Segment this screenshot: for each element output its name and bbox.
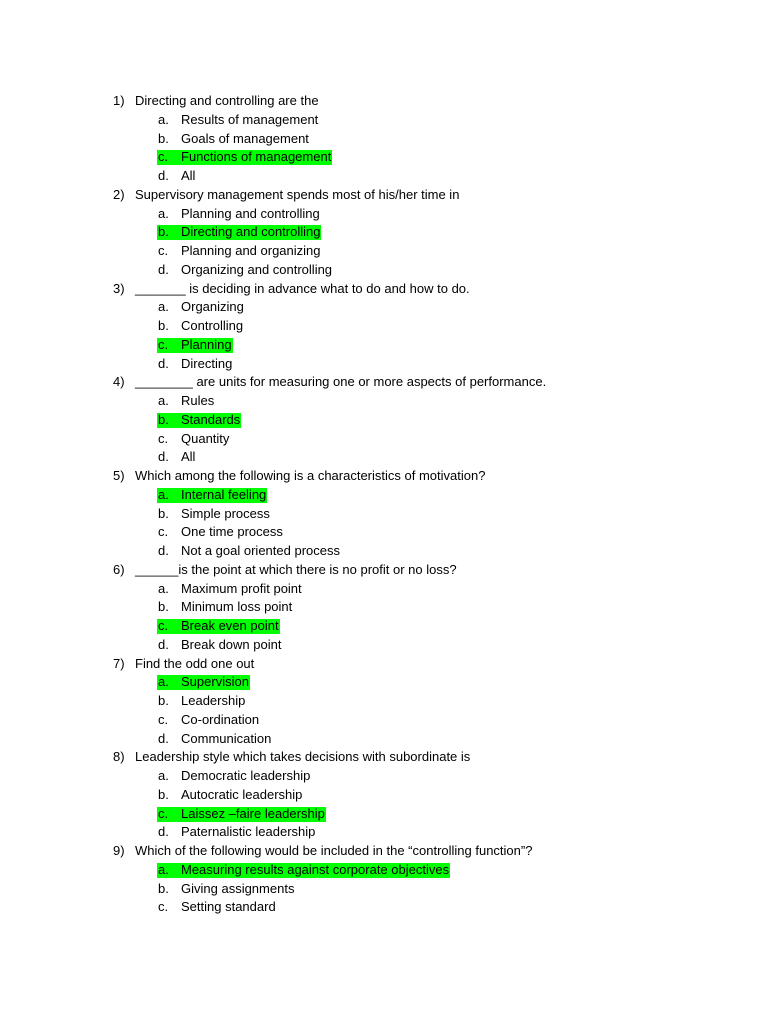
option-letter: d. (158, 168, 169, 183)
option-letter: c. (158, 336, 169, 352)
option-letter: b. (158, 411, 169, 427)
question-number: 6) (113, 561, 125, 577)
question-text: Find the odd one out (135, 655, 255, 671)
option-text: Directing and controlling (181, 224, 321, 240)
answer-option (0, 898, 768, 917)
option-letter: b. (158, 224, 169, 240)
option-letter: b. (158, 318, 169, 333)
option-text: Planning (181, 336, 232, 352)
option-letter: d. (158, 261, 169, 277)
option-letter: a. (158, 205, 169, 221)
correct-answer-option (0, 336, 768, 355)
answer-option (0, 298, 768, 317)
option-letter: c. (158, 618, 169, 633)
option-letter: a. (158, 299, 169, 315)
option-text: Functions of management (181, 149, 332, 165)
option-text: Communication (181, 730, 272, 746)
option-text: Minimum loss point (181, 599, 293, 615)
option-letter: a. (158, 580, 169, 596)
answer-option (0, 355, 768, 374)
question-5 (0, 467, 768, 486)
correct-answer-option (0, 617, 768, 636)
quiz-document (0, 92, 768, 917)
question-number: 5) (113, 468, 125, 483)
question-4 (0, 373, 768, 392)
option-letter: a. (158, 861, 169, 877)
option-letter: c. (158, 524, 169, 540)
option-letter: d. (158, 824, 169, 840)
option-letter: b. (158, 880, 169, 896)
question-list (0, 92, 768, 917)
option-text: Directing (181, 355, 233, 371)
question-number: 9) (113, 843, 125, 858)
option-text: Goals of management (181, 130, 309, 146)
question-text: Leadership style which takes decisions with subordinate is (135, 749, 471, 765)
option-text: Setting standard (181, 899, 276, 915)
answer-option (0, 730, 768, 749)
answer-option (0, 542, 768, 561)
question-9 (0, 842, 768, 861)
option-text: Giving assignments (181, 880, 295, 896)
answer-option (0, 692, 768, 711)
correct-answer-option (0, 673, 768, 692)
question-number: 7) (113, 655, 125, 671)
question-text: Directing and controlling are the (135, 93, 319, 108)
option-letter: a. (158, 393, 169, 408)
answer-option (0, 430, 768, 449)
answer-option (0, 767, 768, 786)
answer-option (0, 167, 768, 186)
option-text: Standards (181, 411, 241, 427)
question-number: 1) (113, 93, 125, 108)
option-letter: b. (158, 693, 169, 708)
answer-option (0, 523, 768, 542)
option-text: Organizing and controlling (181, 261, 333, 277)
option-text: Laissez –faire leadership (181, 805, 325, 821)
option-letter: a. (158, 486, 169, 502)
answer-option (0, 130, 768, 149)
option-text: Paternalistic leadership (181, 824, 316, 840)
answer-option (0, 505, 768, 524)
option-text: Maximum profit point (181, 580, 302, 596)
correct-answer-option (0, 486, 768, 505)
question-7 (0, 655, 768, 674)
answer-option (0, 880, 768, 899)
answer-option (0, 261, 768, 280)
question-text: Supervisory management spends most of his/her time in (135, 186, 460, 202)
option-text: Co-ordination (181, 711, 260, 727)
question-number: 8) (113, 749, 125, 765)
option-text: Quantity (181, 430, 230, 446)
question-number: 3) (113, 280, 125, 296)
answer-option (0, 242, 768, 261)
answer-option (0, 823, 768, 842)
option-text: Autocratic leadership (181, 786, 303, 802)
correct-answer-option (0, 805, 768, 824)
correct-answer-option (0, 223, 768, 242)
answer-option (0, 205, 768, 224)
correct-answer-option (0, 411, 768, 430)
option-letter: d. (158, 355, 169, 371)
answer-option (0, 580, 768, 599)
option-text: Supervision (181, 674, 249, 690)
option-letter: b. (158, 599, 169, 615)
option-text: All (181, 168, 196, 183)
option-letter: c. (158, 149, 169, 165)
question-1 (0, 92, 768, 111)
answer-option (0, 786, 768, 805)
correct-answer-option (0, 148, 768, 167)
question-text: Which among the following is a characteristics of motivation? (135, 468, 486, 483)
question-number: 4) (113, 374, 125, 390)
answer-option (0, 317, 768, 336)
question-text: Which of the following would be included in the “controlling function”? (135, 843, 533, 858)
option-text: Break down point (181, 636, 282, 652)
option-text: All (181, 449, 196, 465)
question-number: 2) (113, 186, 125, 202)
question-6 (0, 561, 768, 580)
correct-answer-option (0, 861, 768, 880)
answer-option (0, 448, 768, 467)
question-text: ________ are units for measuring one or more aspects of performance. (135, 374, 547, 390)
option-text: Leadership (181, 693, 246, 708)
answer-option (0, 598, 768, 617)
option-letter: c. (158, 899, 169, 915)
option-text: Controlling (181, 318, 244, 333)
answer-option (0, 711, 768, 730)
option-text: Rules (181, 393, 215, 408)
option-letter: d. (158, 730, 169, 746)
option-letter: b. (158, 786, 169, 802)
option-text: Planning and organizing (181, 243, 321, 258)
answer-option (0, 111, 768, 130)
option-letter: a. (158, 111, 169, 127)
option-text: Simple process (181, 505, 270, 521)
option-letter: d. (158, 636, 169, 652)
question-text: _______ is deciding in advance what to do and how to do. (135, 280, 470, 296)
option-text: Measuring results against corporate objectives (181, 861, 450, 877)
option-text: Planning and controlling (181, 205, 320, 221)
option-text: Results of management (181, 111, 319, 127)
option-letter: d. (158, 543, 169, 558)
question-2 (0, 186, 768, 205)
option-letter: d. (158, 449, 169, 465)
option-text: Not a goal oriented process (181, 543, 340, 558)
question-text: ______is the point at which there is no profit or no loss? (135, 561, 457, 577)
option-letter: a. (158, 768, 169, 783)
question-8 (0, 748, 768, 767)
option-text: Organizing (181, 299, 244, 315)
option-letter: b. (158, 130, 169, 146)
option-letter: c. (158, 711, 169, 727)
option-text: Break even point (181, 618, 279, 633)
answer-option (0, 392, 768, 411)
option-letter: c. (158, 805, 169, 821)
option-letter: c. (158, 243, 169, 258)
option-letter: b. (158, 505, 169, 521)
option-text: One time process (181, 524, 283, 540)
option-text: Democratic leadership (181, 768, 311, 783)
option-text: Internal feeling (181, 486, 267, 502)
option-letter: c. (158, 430, 169, 446)
answer-option (0, 636, 768, 655)
question-3 (0, 280, 768, 299)
option-letter: a. (158, 674, 169, 690)
